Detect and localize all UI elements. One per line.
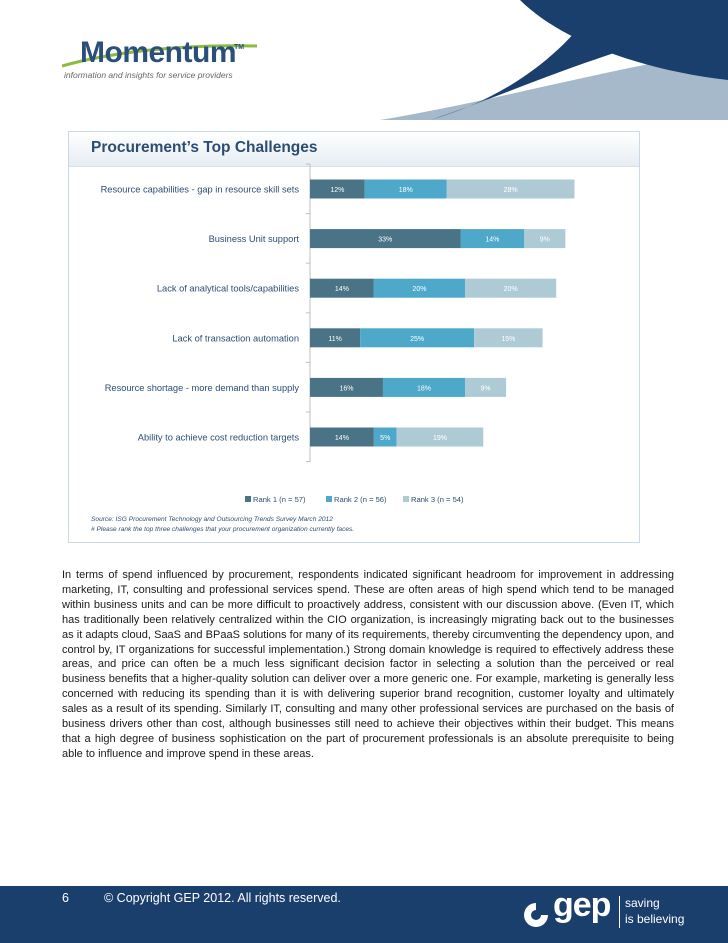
category-label: Lack of transaction automation — [172, 333, 299, 344]
legend-label: Rank 3 (n = 54) — [411, 495, 464, 504]
chart-title: Procurement’s Top Challenges — [91, 139, 318, 156]
stacked-bar-chart — [69, 132, 639, 542]
page-footer — [0, 886, 728, 943]
data-label: 14% — [334, 435, 349, 442]
data-label: 28% — [503, 187, 518, 194]
legend-swatch-rank-1 — [245, 496, 251, 502]
data-label: 20% — [503, 286, 518, 294]
data-label: 14% — [485, 236, 500, 244]
data-label: 18% — [416, 385, 432, 393]
data-label: 9% — [480, 385, 491, 393]
gep-divider — [619, 896, 620, 928]
body-paragraph: In terms of spend influenced by procurement, respondents indicated significant headroom for improvement in addressing marketing, IT, consulting and professional services spend. These are often areas of high spend which tend to be managed within business units and can be more difficult to proactively address, consistent with our discussion above. (Even IT, which has traditionally been relatively centralized within the CIO organization, is increasingly migrating back out to the businesses as it adapts cloud, SaaS and BPaaS solutions for many of its requirements, thereby circumventing the dependency upon, and control by, IT organizations for successful implementation.) Strong domain knowledge is required to effectively address these areas, and price can often be a much less significant decision factor in selecting a solution than the perceived or real business benefits that a higher-quality solution can deliver over a more generic one. For example, marketing is generally less concerned with reducing its spending than it is with delivering superior brand recognition, customer loyalty and ultimately sales as a result of its spending. Similarly IT, consulting and many other professional services are purchased on the basis of business drivers other than cost, although businesses still need to achieve their objectives within their budget. This means that a high degree of business sophistication on the part of procurement professionals is an absolute prerequisite to being able to influence and improve spend in these areas. — [62, 569, 674, 760]
category-label: Lack of analytical tools/capabilities — [156, 283, 299, 294]
legend-label: Rank 2 (n = 56) — [334, 495, 387, 504]
chart-source: Source: ISG Procurement Technology and Outsourcing Trends Survey March 2012 — [91, 516, 333, 523]
chart-panel — [68, 131, 640, 543]
legend-label: Rank 1 (n = 57) — [253, 495, 306, 504]
gep-tagline-line-2: is believing — [625, 912, 685, 926]
data-label: 12% — [330, 187, 345, 194]
chart-footnote: # Please rank the top three challenges that your procurement organization currently faces. — [91, 526, 355, 533]
data-label: 11% — [328, 335, 342, 343]
category-label: Resource shortage - more demand than supply — [104, 382, 299, 393]
category-label: Ability to achieve cost reduction targets — [137, 432, 299, 443]
category-label: Resource capabilities - gap in resource skill sets — [100, 184, 299, 195]
data-label: 19% — [432, 435, 447, 442]
data-label: 18% — [398, 187, 413, 194]
data-label: 14% — [334, 286, 349, 294]
gep-tagline-line-1: saving — [625, 896, 660, 910]
data-label: 9% — [539, 236, 550, 244]
legend-swatch-rank-3 — [403, 496, 409, 502]
gep-wordmark: gep — [553, 886, 611, 924]
category-label: Business Unit support — [208, 234, 299, 245]
data-label: 16% — [339, 385, 354, 393]
data-label: 5% — [380, 435, 391, 442]
momentum-logo — [62, 34, 262, 84]
data-label: 20% — [412, 286, 427, 294]
copyright-notice: © Copyright GEP 2012. All rights reserved. — [104, 891, 341, 905]
legend-swatch-rank-2 — [326, 496, 332, 502]
data-label: 25% — [410, 335, 425, 343]
gep-logo — [521, 886, 691, 936]
logo-wordmark: Momentum — [80, 36, 236, 69]
logo-tagline: information and insights for service providers — [64, 70, 233, 80]
data-label: 15% — [501, 335, 516, 343]
page-number: 6 — [62, 891, 69, 905]
data-label: 33% — [378, 236, 393, 244]
gep-swirl-icon — [521, 900, 551, 930]
logo-trademark: TM — [234, 44, 245, 51]
